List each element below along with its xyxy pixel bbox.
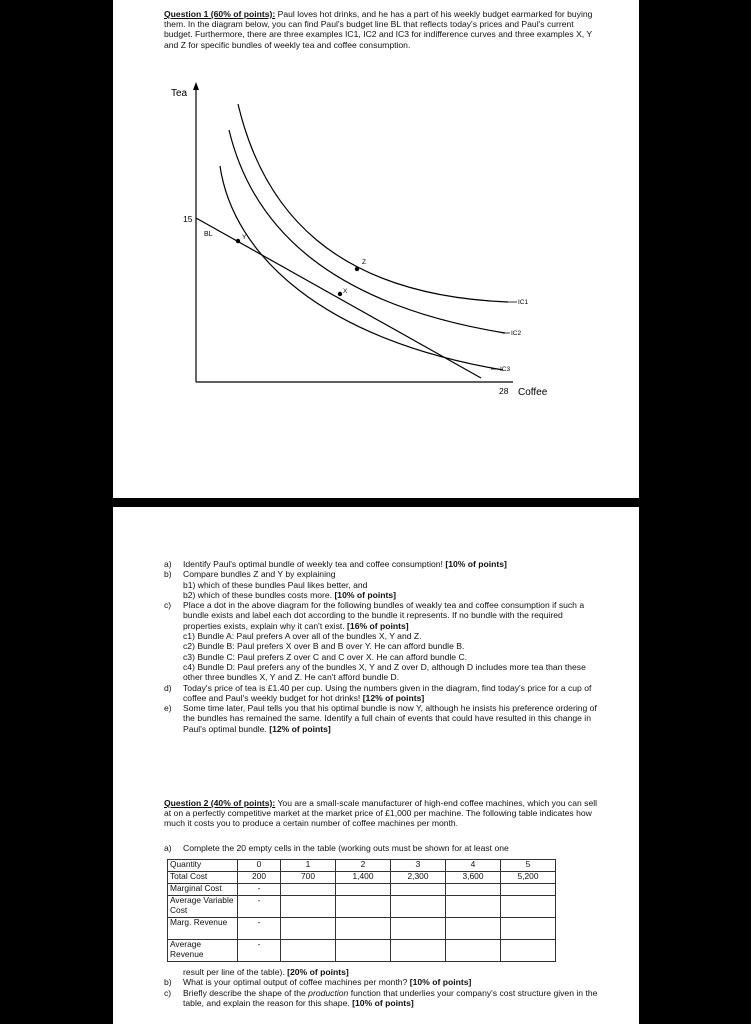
- page-1: [113, 0, 639, 498]
- empty-cell[interactable]: [446, 918, 501, 940]
- empty-cell[interactable]: [336, 918, 391, 940]
- part-d: d) Today's price of tea is £1.40 per cup. Using the numbers given in the diagram, find today's price for a cup of coffee and Paul's weekly budget for hot drinks! [12% of points]: [164, 682, 592, 703]
- empty-cell[interactable]: [446, 940, 501, 962]
- cost-table: [167, 859, 556, 962]
- empty-cell[interactable]: [501, 918, 556, 940]
- table-row-quantity: Quantity 0 1 2 3 4 5: [168, 860, 556, 872]
- point-y-label: Y: [242, 234, 247, 241]
- table-row-avc: Average Variable Cost -: [168, 896, 556, 918]
- point-x: [338, 292, 342, 296]
- point-x-label: X: [343, 288, 348, 295]
- page-2: [113, 507, 639, 1024]
- ic3-label: IC3: [500, 366, 511, 373]
- empty-cell[interactable]: [281, 918, 336, 940]
- ic2-label: IC2: [511, 330, 522, 337]
- x-intercept-label: 28: [499, 386, 509, 396]
- question-1-text: Paul loves hot drinks, and he has a part of his weekly budget earmarked for buying them. In the diagram below, you can find Paul's budget line BL that reflects today's prices and Paul's current budget. Furthermore, there are three examples IC1, IC2 and IC3 for indifference curves and three examples X, Y and Z for specific bundles of weekly tea and coffee consumption.: [164, 9, 593, 50]
- point-y: [236, 239, 240, 243]
- empty-cell[interactable]: [501, 940, 556, 962]
- question-1-intro: [164, 9, 604, 50]
- empty-cell[interactable]: [336, 940, 391, 962]
- empty-cell[interactable]: [501, 884, 556, 896]
- empty-cell[interactable]: [446, 896, 501, 918]
- point-z: [355, 267, 359, 271]
- question-2-intro: [164, 798, 604, 829]
- empty-cell[interactable]: [446, 884, 501, 896]
- q2-part-c: c) Briefly describe the shape of the production function that underlies your company's cost structure given in the table, and explain the reason for this shape. [10% of points]: [164, 987, 598, 1008]
- part-c4: c4) Bundle D: Paul prefers any of the bundles X, Y and Z over D, although D includes more tea than these other three bundles X, Y and Z. He can't afford bundle D.: [183, 661, 586, 683]
- y-axis-label: Tea: [171, 88, 188, 99]
- empty-cell[interactable]: [391, 940, 446, 962]
- question-2-text: You are a small-scale manufacturer of high-end coffee machines, which you can sell at on a perfectly competitive market at the market price of £1,000 per machine. The following table indicates how much it costs you to produce a certain number of coffee machines per month.: [164, 798, 598, 829]
- part-b1: b1) which of these bundles Paul likes better, and: [183, 579, 368, 590]
- table-row-marg-revenue: Marg. Revenue -: [168, 918, 556, 940]
- question-2-heading: Question 2 (40% of points):: [164, 798, 276, 808]
- ic1-label: IC1: [518, 299, 529, 306]
- table-row-marginal-cost: Marginal Cost -: [168, 884, 556, 896]
- part-e: e) Some time later, Paul tells you that his optimal bundle is now Y, although he insists his preference ordering of the bundles has remained the same. Identify a full chain of events that could have resulted in this change in Paul's optimal bundle. [12% of points]: [164, 703, 597, 734]
- empty-cell[interactable]: [391, 918, 446, 940]
- empty-cell[interactable]: [391, 884, 446, 896]
- empty-cell[interactable]: [281, 884, 336, 896]
- part-c1: c1) Bundle A: Paul prefers A over all of the bundles X, Y and Z.: [183, 631, 422, 642]
- ic2-curve: [229, 130, 505, 333]
- ic3-curve: [220, 166, 503, 370]
- part-c: c) Place a dot in the above diagram for the following bundles of weakly tea and coffee consumption if such a bundle exists and label each dot according to the bundle it represents. If no bundle with the required properties exists, explain why it can't exist. [16% of points]: [164, 600, 585, 631]
- part-b2: b2) which of these bundles costs more. [10% of points]: [183, 589, 397, 600]
- y-intercept-label: 15: [183, 214, 193, 224]
- part-c2: c2) Bundle B: Paul prefers X over B and B over Y. He can afford bundle B.: [183, 641, 465, 652]
- empty-cell[interactable]: [501, 896, 556, 918]
- question-1-parts: [161, 559, 601, 734]
- question-2-part-a: a) Complete the 20 empty cells in the table (working outs must be shown for at least one: [164, 843, 509, 853]
- empty-cell[interactable]: [336, 884, 391, 896]
- budget-line-label: BL: [204, 231, 213, 238]
- part-a-cont: result per line of the table). [20% of points]: [183, 967, 349, 977]
- question-2-parts: [161, 967, 601, 1008]
- empty-cell[interactable]: [391, 896, 446, 918]
- table-row-avg-revenue: Average Revenue -: [168, 940, 556, 962]
- part-a: a) Identify Paul's optimal bundle of weekly tea and coffee consumption! [10% of points]: [164, 559, 507, 569]
- x-axis-label: Coffee: [518, 387, 548, 398]
- empty-cell[interactable]: [336, 896, 391, 918]
- question-1-heading: Question 1 (60% of points):: [164, 9, 276, 19]
- empty-cell[interactable]: [281, 896, 336, 918]
- part-b: b) Compare bundles Z and Y by explaining: [164, 569, 336, 580]
- point-z-label: Z: [362, 259, 366, 266]
- empty-cell[interactable]: [281, 940, 336, 962]
- table-row-total-cost: Total Cost 200 700 1,400 2,300 3,600 5,200: [168, 872, 556, 884]
- part-c3: c3) Bundle C: Paul prefers Z over C and C over X. He can afford bundle C.: [183, 651, 468, 662]
- q2-part-b: b) What is your optimal output of coffee machines per month? [10% of points]: [164, 977, 472, 988]
- budget-diagram: [113, 80, 639, 410]
